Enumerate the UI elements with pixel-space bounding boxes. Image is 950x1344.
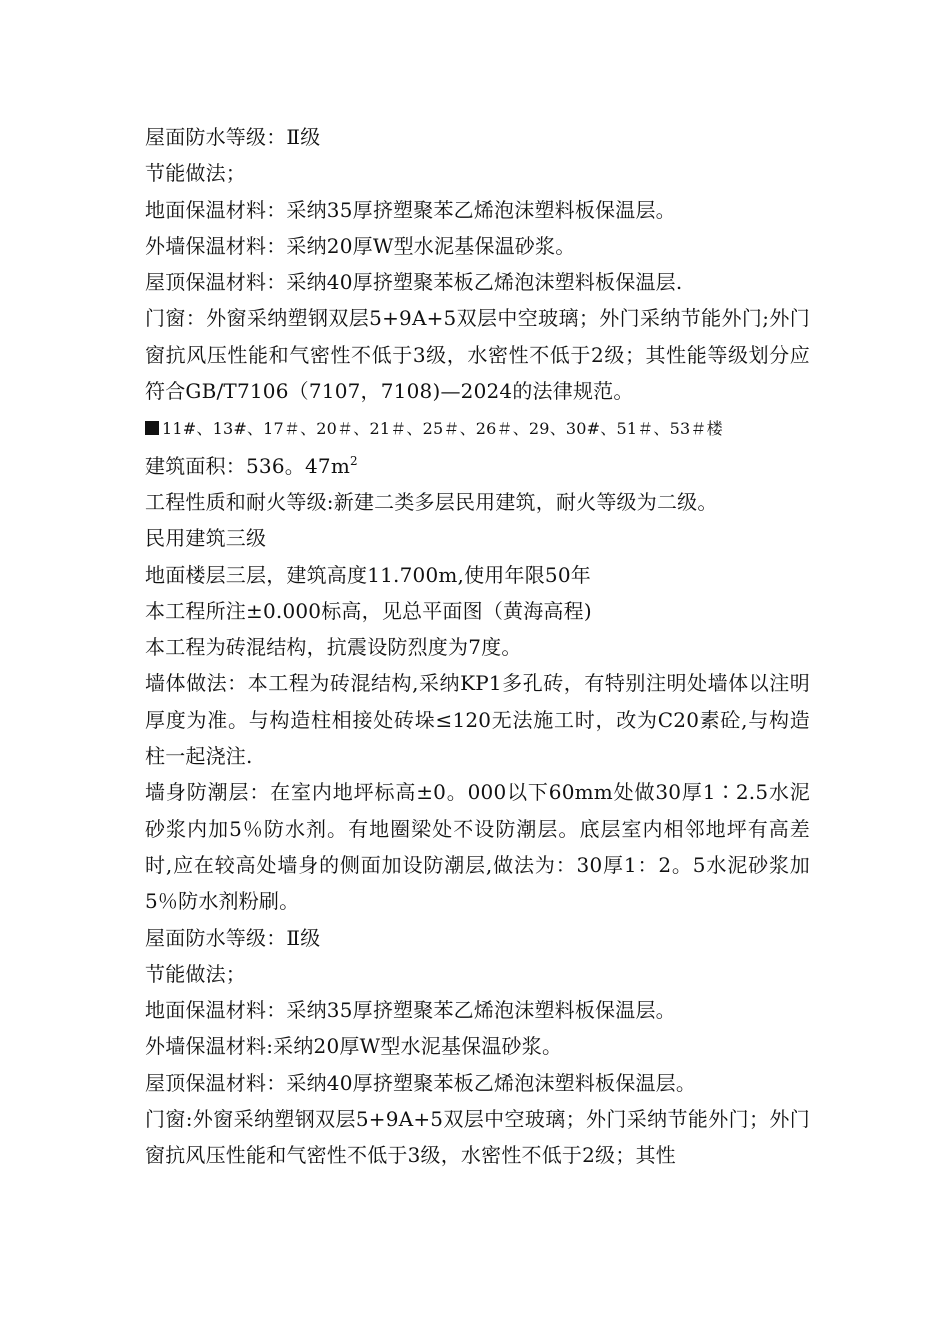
paragraph: 本工程所注±0.000标高，见总平面图（黄海高程) xyxy=(145,598,592,623)
paragraph: 屋顶保温材料：采纳40厚挤塑聚苯板乙烯泡沫塑料板保温层. xyxy=(145,270,683,295)
paragraph: 节能做法； xyxy=(145,161,246,186)
paragraph: 本工程为砖混结构，抗震设防烈度为7度。 xyxy=(145,635,522,660)
paragraph: 屋顶保温材料：采纳40厚挤塑聚苯板乙烯泡沫塑料板保温层。 xyxy=(145,1070,697,1095)
document-body xyxy=(145,119,810,1174)
paragraph: 地面保温材料：采纳35厚挤塑聚苯乙烯泡沫塑料板保温层。 xyxy=(145,197,676,222)
area-unit-superscript: 2 xyxy=(350,453,358,468)
building-area: 建筑面积：536。47m xyxy=(145,453,350,478)
paragraph: 地面楼层三层，建筑高度11.700m,使用年限50年 xyxy=(145,562,591,587)
building-list: 11#、13#、17＃、20＃、21＃、25＃、26＃、29、30#、51＃、53＃楼 xyxy=(162,419,723,439)
building-list-line xyxy=(145,409,810,447)
paragraph: 节能做法； xyxy=(145,961,246,986)
paragraph: 墙身防潮层：在室内地坪标高±0。000以下60mm处做30厚1∶2.5水泥砂浆内加5％防水剂。有地圈梁处不设防潮层。底层室内相邻地坪有高差时,应在较高处墙身的侧面加设防潮层,做法为：30厚1：2。5水泥砂浆加5％防水剂粉刷。 xyxy=(145,780,810,914)
paragraph: 屋面防水等级：Ⅱ级 xyxy=(145,125,321,149)
paragraph: 外墙保温材料:采纳20厚W型水泥基保温砂浆。 xyxy=(145,1034,563,1059)
paragraph: 门窗：外窗采纳塑钢双层5+9A+5双层中空玻璃；外门采纳节能外门;外门窗抗风压性能和气密性不低于3级，水密性不低于2级；其性能等级划分应符合GB/T7106（7107，7108)—2024的法律规范。 xyxy=(145,306,810,404)
bullet-square-icon xyxy=(145,421,159,435)
paragraph: 工程性质和耐火等级:新建二类多层民用建筑，耐火等级为二级。 xyxy=(145,489,718,514)
paragraph: 屋面防水等级：Ⅱ级 xyxy=(145,925,321,950)
paragraph: 门窗:外窗采纳塑钢双层5+9A+5双层中空玻璃；外门采纳节能外门；外门窗抗风压性能和气密性不低于3级，水密性不低于2级；其性 xyxy=(145,1107,810,1168)
building-area-line xyxy=(145,448,810,484)
paragraph: 外墙保温材料：采纳20厚W型水泥基保温砂浆。 xyxy=(145,233,576,258)
paragraph: 地面保温材料：采纳35厚挤塑聚苯乙烯泡沫塑料板保温层。 xyxy=(145,998,676,1023)
paragraph: 民用建筑三级 xyxy=(145,526,267,551)
paragraph: 墙体做法：本工程为砖混结构,采纳KP1多孔砖，有特别注明处墙体以注明厚度为准。与构造柱相接处砖垛≤120无法施工时，改为C20素砼,与构造柱一起浇注. xyxy=(145,671,810,769)
